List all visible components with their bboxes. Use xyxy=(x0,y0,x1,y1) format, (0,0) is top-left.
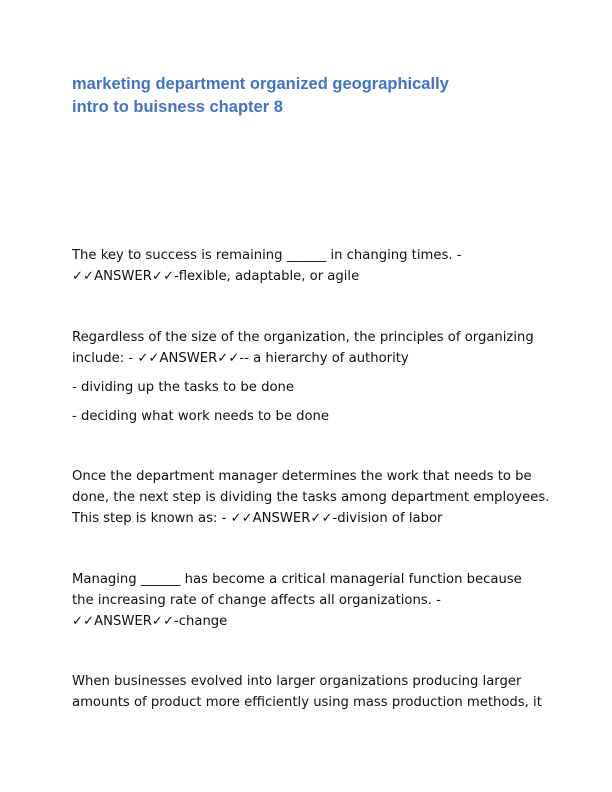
qa-entry-2 xyxy=(72,327,542,427)
qa-entry-4 xyxy=(72,569,542,632)
question-text xyxy=(72,466,550,529)
title-line-1: marketing department organized geographically xyxy=(72,75,449,93)
text-line: ✓✓ANSWER✓✓-change xyxy=(72,614,228,629)
answer-list-item: - dividing up the tasks to be done xyxy=(72,380,295,395)
question-text xyxy=(72,671,542,713)
qa-entry-5 xyxy=(72,671,542,713)
text-line: Managing ______ has become a critical managerial function because xyxy=(72,572,522,587)
text-line: Regardless of the size of the organization, the principles of organizing xyxy=(72,330,534,345)
text-line: ✓✓ANSWER✓✓-flexible, adaptable, or agile xyxy=(72,269,360,284)
text-line: amounts of product more efficiently using mass production methods, it xyxy=(72,695,542,710)
text-line: Once the department manager determines the work that needs to be xyxy=(72,469,532,484)
text-line: This step is known as: - ✓✓ANSWER✓✓-division of labor xyxy=(72,511,443,526)
question-text xyxy=(72,245,542,287)
text-line: The key to success is remaining ______ in changing times. - xyxy=(72,248,462,263)
text-line: When businesses evolved into larger organizations producing larger xyxy=(72,674,522,689)
qa-entry-3 xyxy=(72,466,550,529)
text-line: the increasing rate of change affects all organizations. - xyxy=(72,593,441,608)
title-line-2: intro to buisness chapter 8 xyxy=(72,98,283,116)
question-text xyxy=(72,327,542,369)
text-line: done, the next step is dividing the tasks among department employees. xyxy=(72,490,550,505)
answer-list-item: - deciding what work needs to be done xyxy=(72,409,330,424)
text-line: include: - ✓✓ANSWER✓✓-- a hierarchy of authority xyxy=(72,351,409,366)
document-title xyxy=(72,73,552,119)
qa-entry-1 xyxy=(72,245,542,287)
question-text xyxy=(72,569,542,632)
